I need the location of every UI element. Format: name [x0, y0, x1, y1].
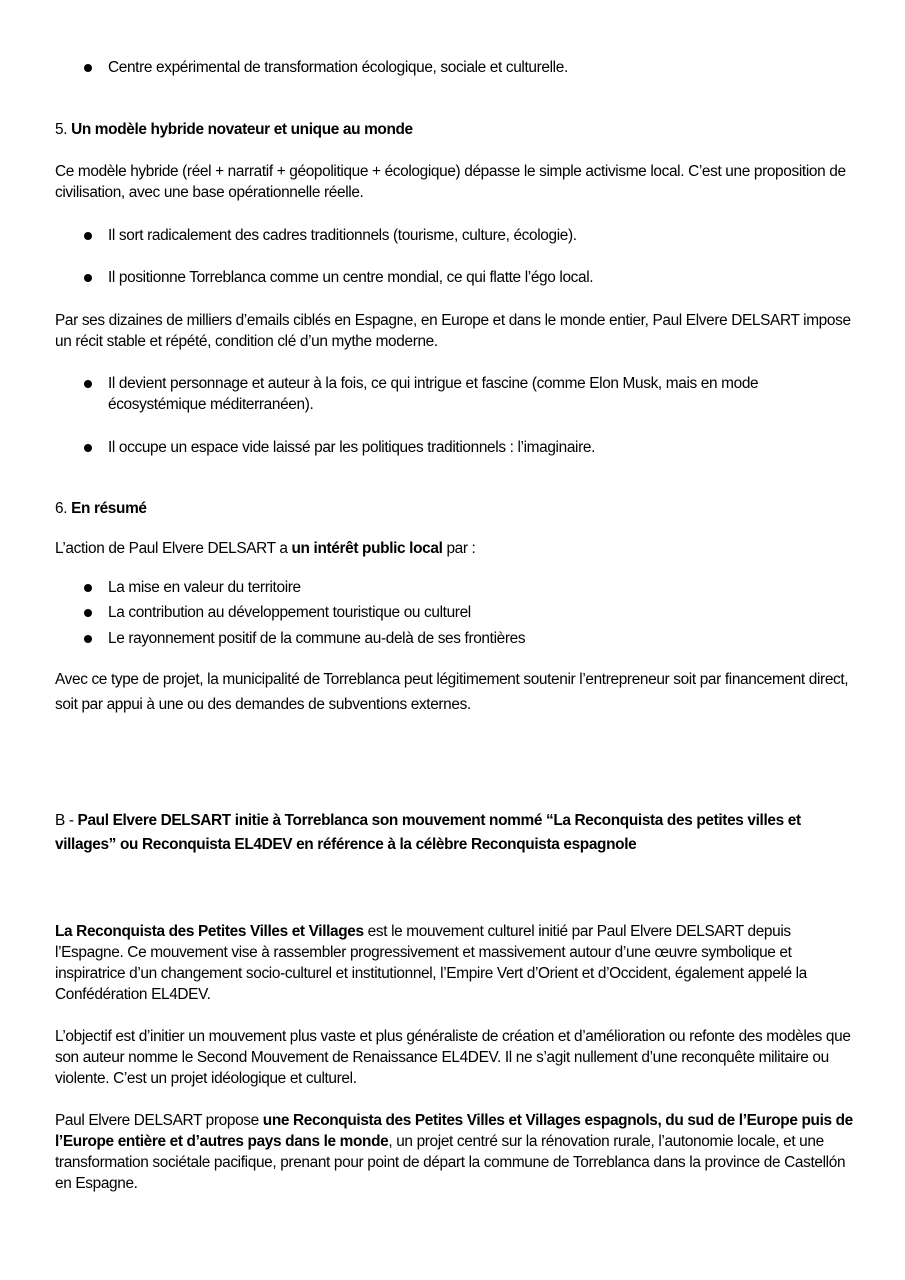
section-5-bullet-2: Il occupe un espace vide laissé par les politiques traditionnels : l’imaginaire. [108, 439, 596, 456]
section-6-bullet: Le rayonnement positif de la commune au-delà de ses frontières [108, 630, 526, 647]
bullet-dot [84, 232, 92, 240]
section-6-intro: L’action de Paul Elvere DELSART a un intérêt public local par : [55, 540, 476, 557]
section-b-title: Paul Elvere DELSART initie à Torreblanca son mouvement nommé “La Reconquista des petites villes et villages” ou Reconquista EL4DEV en référence à la célèbre Reconquista espagnole [55, 812, 801, 853]
section-6-conclusion: Avec ce type de projet, la municipalité de Torreblanca peut légitimement soutenir l’entrepreneur soit par financement direct, soit par appui à une ou des demandes de subventions externes. [55, 671, 849, 713]
bullet-dot [84, 274, 92, 282]
bullet-dot [84, 635, 92, 643]
section-5-para-2: Par ses dizaines de milliers d’emails ciblés en Espagne, en Europe et dans le monde entier, Paul Elvere DELSART impose un récit stable et répété, condition clé d’un mythe moderne. [55, 312, 851, 350]
section-b-heading: B - Paul Elvere DELSART initie à Torreblanca son mouvement nommé “La Reconquista des petites villes et villages” ou Reconquista EL4DEV en référence à la célèbre Reconquista espagnole [55, 812, 801, 853]
section-b-para-3: Paul Elvere DELSART propose une Reconquista des Petites Villes et Villages espagnols, du sud de l’Europe puis de l’Europe entière et d’autres pays dans le monde, un projet centré sur la rénovation rurale, l’autonomie locale, et une transformation sociétale pacifique, prenant pour point de départ la commune de Torreblanca dans la province de Castellón en Espagne. [55, 1112, 853, 1192]
section-5-heading: 5. Un modèle hybride novateur et unique au monde [55, 121, 413, 138]
section-6-bullet: La mise en valeur du territoire [108, 579, 301, 596]
section-5-bullet-2: Il devient personnage et auteur à la fois, ce qui intrigue et fascine (comme Elon Musk, mais en mode écosystémique méditerranéen). [108, 375, 759, 413]
bullet-dot [84, 64, 92, 72]
section-5-bullet: Il sort radicalement des cadres traditionnels (tourisme, culture, écologie). [108, 227, 577, 244]
bullet-dot [84, 609, 92, 617]
section-6-heading: 6. En résumé [55, 500, 147, 517]
section-6-title: En résumé [71, 500, 147, 517]
bullet-dot [84, 584, 92, 592]
section-5-bullet: Il positionne Torreblanca comme un centre mondial, ce qui flatte l’égo local. [108, 269, 594, 286]
section-5-intro: Ce modèle hybride (réel + narratif + géopolitique + écologique) dépasse le simple activisme local. C’est une proposition de civilisation, avec une base opérationnelle réelle. [55, 163, 846, 201]
bullet-dot [84, 444, 92, 452]
section-6-bullet: La contribution au développement touristique ou culturel [108, 604, 471, 621]
top-bullet-text: Centre expérimental de transformation écologique, sociale et culturelle. [108, 59, 568, 76]
section-5-title: Un modèle hybride novateur et unique au monde [71, 121, 413, 138]
section-b-para-2: L’objectif est d’initier un mouvement plus vaste et plus généraliste de création et d’amélioration ou refonte des modèles que son auteur nomme le Second Mouvement de Renaissance EL4DEV. Il ne s’agit nullement d’une reconquête militaire ou violente. C’est un projet idéologique et culturel. [55, 1028, 851, 1087]
section-b-para-1: La Reconquista des Petites Villes et Villages est le mouvement culturel initié par Paul Elvere DELSART depuis l’Espagne. Ce mouvement vise à rassembler progressivement et massivement autour d’une œuvre symbolique et inspiratrice d’un changement socio-culturel et institutionnel, l’Empire Vert d’Orient et d’Occident, également appelé la Confédération EL4DEV. [55, 923, 807, 1003]
bullet-dot [84, 380, 92, 388]
